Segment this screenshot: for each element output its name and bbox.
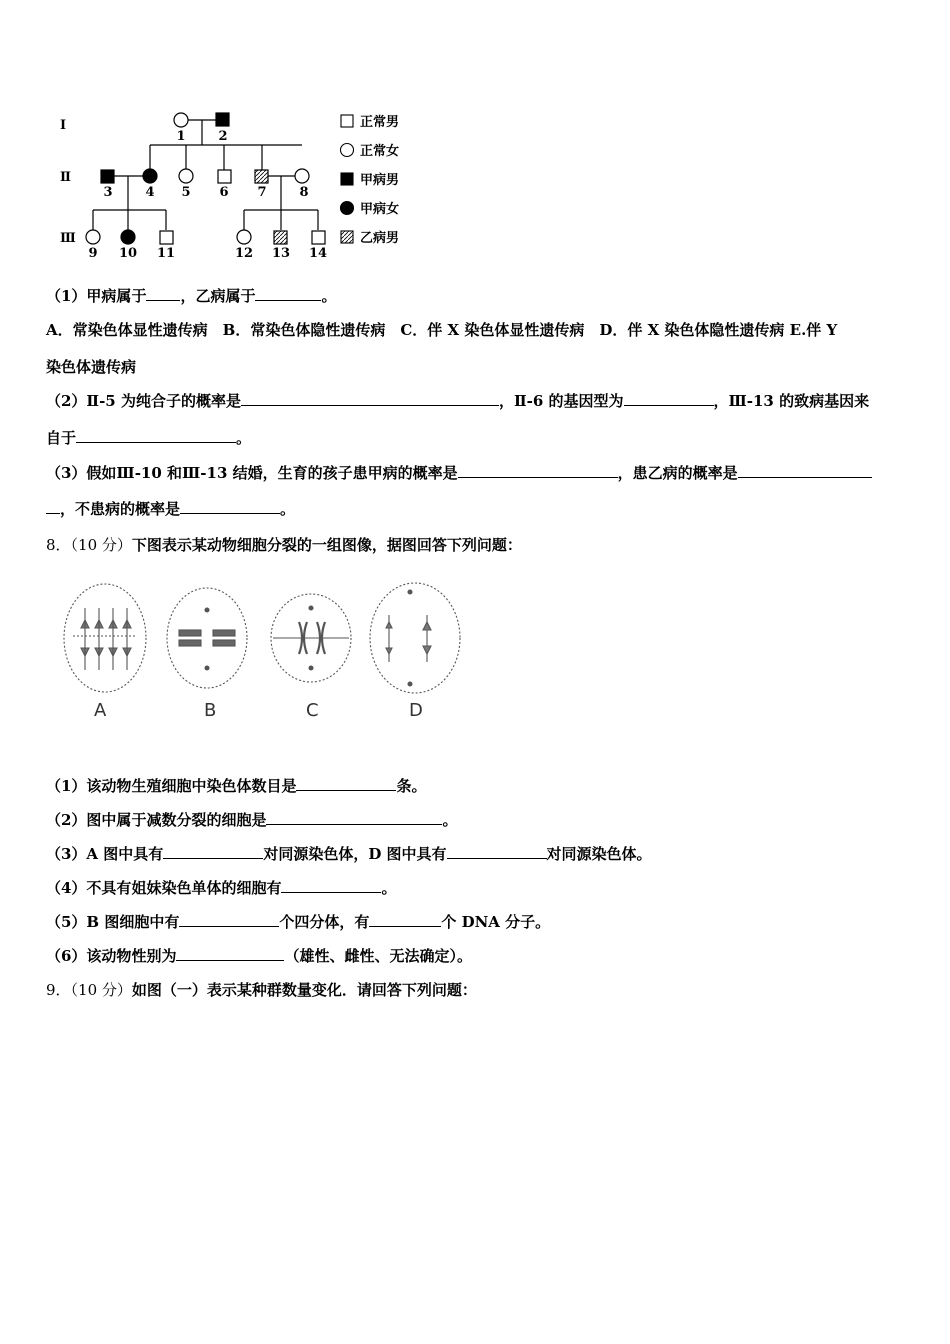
individual-number: 9 — [88, 246, 98, 261]
answer-blank[interactable] — [176, 946, 284, 961]
q7-part2-text: 自于 — [46, 429, 77, 447]
q9-stem — [46, 980, 477, 1000]
cell-division-figures — [55, 580, 475, 705]
individual-number: 2 — [218, 129, 228, 144]
answer-blank[interactable] — [179, 912, 279, 927]
individual-number: 10 — [118, 246, 138, 261]
q8-stem-text: 下图表示某动物细胞分裂的一组图像，据图回答下列问题： — [131, 536, 522, 554]
legend-label: 甲病男 — [360, 173, 400, 188]
individual-number: 8 — [299, 185, 309, 200]
generation-label: Ⅱ — [60, 170, 71, 185]
individual-number: 12 — [234, 246, 254, 261]
q8-part4-text: 。 — [381, 879, 397, 897]
q9-number: 9．（10 分） — [46, 981, 132, 999]
cell-label-b: B — [204, 700, 217, 721]
individual-7 — [255, 170, 268, 183]
q7-part2-text: （2）Ⅱ-5 为纯合子的概率是 — [46, 392, 241, 410]
answer-blank[interactable] — [241, 391, 499, 406]
individual-number: 7 — [257, 185, 267, 200]
cell-a-figure — [64, 584, 146, 692]
answer-blank[interactable] — [163, 844, 263, 859]
individual-number: 14 — [308, 246, 328, 261]
q7-part1 — [46, 286, 336, 306]
answer-blank[interactable] — [738, 463, 872, 478]
answer-blank[interactable] — [180, 499, 280, 514]
legend-label: 正常女 — [360, 144, 400, 159]
q7-part2-text: 。 — [236, 429, 252, 447]
q8-part5 — [46, 912, 550, 932]
q8-part5-text: （5）B 图细胞中有 — [46, 913, 180, 931]
q8-part6 — [46, 946, 472, 966]
cell-c-figure — [271, 594, 351, 682]
individual-number: 3 — [103, 185, 113, 200]
q8-part4 — [46, 878, 396, 898]
q7-part3-cont — [46, 499, 295, 519]
answer-blank[interactable] — [76, 428, 236, 443]
cell-label-c: C — [306, 700, 319, 721]
individual-number: 6 — [219, 185, 229, 200]
individual-14 — [312, 231, 325, 244]
q8-part1-text: 条。 — [396, 777, 427, 795]
q7-part3-text: 。 — [280, 500, 296, 518]
individual-2 — [216, 113, 229, 126]
individual-number: 4 — [145, 185, 155, 200]
individual-1 — [174, 113, 188, 127]
answer-blank[interactable] — [369, 912, 441, 927]
q8-part2-text: 。 — [442, 811, 458, 829]
generation-label: Ⅰ — [60, 118, 67, 133]
q7-part3 — [46, 463, 872, 483]
individual-number: 11 — [156, 246, 176, 261]
individual-6 — [218, 170, 231, 183]
answer-blank[interactable] — [296, 776, 396, 791]
q8-part2-text: （2）图中属于减数分裂的细胞是 — [46, 811, 267, 829]
q7-part1-text: （1）甲病属于 — [46, 287, 147, 305]
q8-part6-text: （雄性、雌性、无法确定）。 — [284, 947, 472, 965]
individual-11 — [160, 231, 173, 244]
q8-part3-text: （3）A 图中具有 — [46, 845, 164, 863]
q8-part6-text: （6）该动物性别为 — [46, 947, 177, 965]
q8-part3 — [46, 844, 652, 864]
individual-4 — [143, 169, 157, 183]
cell-label-a: A — [94, 700, 107, 721]
q7-part3-text: ，不患病的概率是 — [60, 500, 181, 518]
q7-part2-text: ，Ⅲ-13 的致病基因来 — [713, 392, 870, 410]
q7-part3-text: ，患乙病的概率是 — [617, 464, 738, 482]
individual-5 — [179, 169, 193, 183]
answer-blank[interactable] — [458, 463, 618, 478]
q7-part3-text: （3）假如Ⅲ-10 和Ⅲ-13 结婚，生育的孩子患甲病的概率是 — [46, 464, 458, 482]
q9-stem-text: 如图（一）表示某种群数量变化．请回答下列问题： — [131, 981, 477, 999]
q8-number: 8．（10 分） — [46, 536, 132, 554]
q8-part1 — [46, 776, 426, 796]
q7-part1-text: ，乙病属于 — [180, 287, 256, 305]
q8-part5-text: 个四分体，有 — [279, 913, 370, 931]
q8-part3-text: 对同源染色体，D 图中具有 — [263, 845, 447, 863]
individual-number: 1 — [176, 129, 186, 144]
answer-blank[interactable] — [624, 391, 714, 406]
individual-number: 5 — [181, 185, 191, 200]
individual-10 — [121, 230, 135, 244]
individual-number: 13 — [271, 246, 291, 261]
pedigree-chart — [40, 100, 440, 270]
individual-8 — [295, 169, 309, 183]
individual-9 — [86, 230, 100, 244]
answer-blank[interactable] — [146, 286, 180, 301]
q7-part1-text: 。 — [321, 287, 337, 305]
q8-part1-text: （1）该动物生殖细胞中染色体数目是 — [46, 777, 297, 795]
cell-b-figure — [167, 588, 247, 688]
answer-blank[interactable] — [46, 499, 60, 514]
legend-label: 正常男 — [360, 115, 400, 130]
individual-13 — [274, 231, 287, 244]
legend-label: 乙病男 — [360, 231, 400, 246]
q7-part2-cont — [46, 428, 251, 448]
q7-options-line2: 染色体遗传病 — [46, 358, 137, 376]
q7-options-line1: A．常染色体显性遗传病 B．常染色体隐性遗传病 C．伴 X 染色体显性遗传病 D．伴 X 染色体隐性遗传病 E.伴 Y — [46, 321, 838, 339]
q8-stem — [46, 535, 522, 555]
q8-part2 — [46, 810, 457, 830]
legend-label: 甲病女 — [360, 202, 400, 217]
q8-part3-text: 对同源染色体。 — [546, 845, 652, 863]
individual-3 — [101, 170, 114, 183]
pedigree-legend — [341, 114, 400, 246]
generation-label: Ⅲ — [60, 231, 76, 246]
answer-blank[interactable] — [255, 286, 321, 301]
q8-part5-text: 个 DNA 分子。 — [441, 913, 551, 931]
q7-part2-text: ，Ⅱ-6 的基因型为 — [498, 392, 624, 410]
cell-label-d: D — [409, 700, 423, 721]
q7-part2 — [46, 391, 869, 411]
answer-blank[interactable] — [447, 844, 547, 859]
answer-blank[interactable] — [281, 878, 381, 893]
individual-12 — [237, 230, 251, 244]
cell-d-figure — [370, 583, 460, 693]
answer-blank[interactable] — [266, 810, 442, 825]
q8-part4-text: （4）不具有姐妹染色单体的细胞有 — [46, 879, 282, 897]
